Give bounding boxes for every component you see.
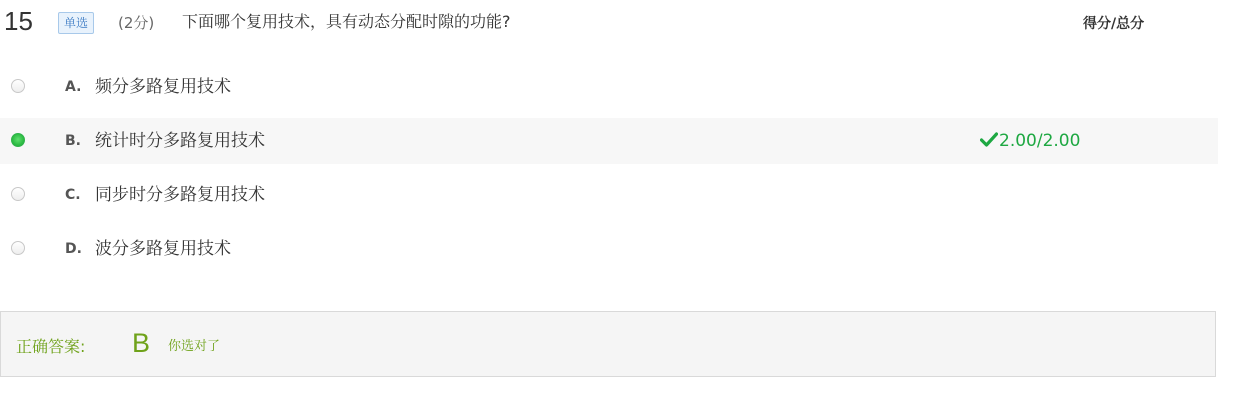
question-type-badge: 单选	[58, 12, 94, 34]
option-a-text: 频分多路复用技术	[95, 77, 231, 97]
option-a[interactable]	[0, 64, 1218, 110]
question-number: 15	[4, 6, 33, 36]
answer-feedback: 你选对了	[168, 339, 221, 354]
score-header: 得分/总分	[1083, 16, 1145, 32]
answer-box	[0, 311, 1216, 377]
option-c-letter: C.	[65, 187, 81, 203]
option-b-letter: B.	[65, 133, 81, 149]
option-c-radio[interactable]	[11, 187, 25, 201]
option-a-radio[interactable]	[11, 79, 25, 93]
option-a-letter: A.	[65, 79, 82, 95]
option-d[interactable]	[0, 226, 1218, 272]
option-b-text: 统计时分多路复用技术	[95, 131, 265, 151]
option-d-radio[interactable]	[11, 241, 25, 255]
checkmark-icon	[980, 132, 998, 147]
question-score: (2分)	[118, 14, 155, 32]
option-b-result	[980, 129, 1080, 153]
option-c-text: 同步时分多路复用技术	[95, 185, 265, 205]
option-c[interactable]	[0, 172, 1218, 218]
option-b-radio[interactable]	[11, 133, 25, 147]
question-text: 下面哪个复用技术，具有动态分配时隙的功能?	[182, 12, 511, 31]
option-b-score: 2.00/2.00	[999, 131, 1081, 151]
question-header	[0, 4, 1239, 40]
option-d-text: 波分多路复用技术	[95, 239, 231, 259]
correct-answer-label: 正确答案:	[16, 337, 86, 356]
correct-answer-value: B	[132, 328, 151, 358]
option-d-letter: D.	[65, 241, 82, 257]
option-b[interactable]	[0, 118, 1218, 164]
